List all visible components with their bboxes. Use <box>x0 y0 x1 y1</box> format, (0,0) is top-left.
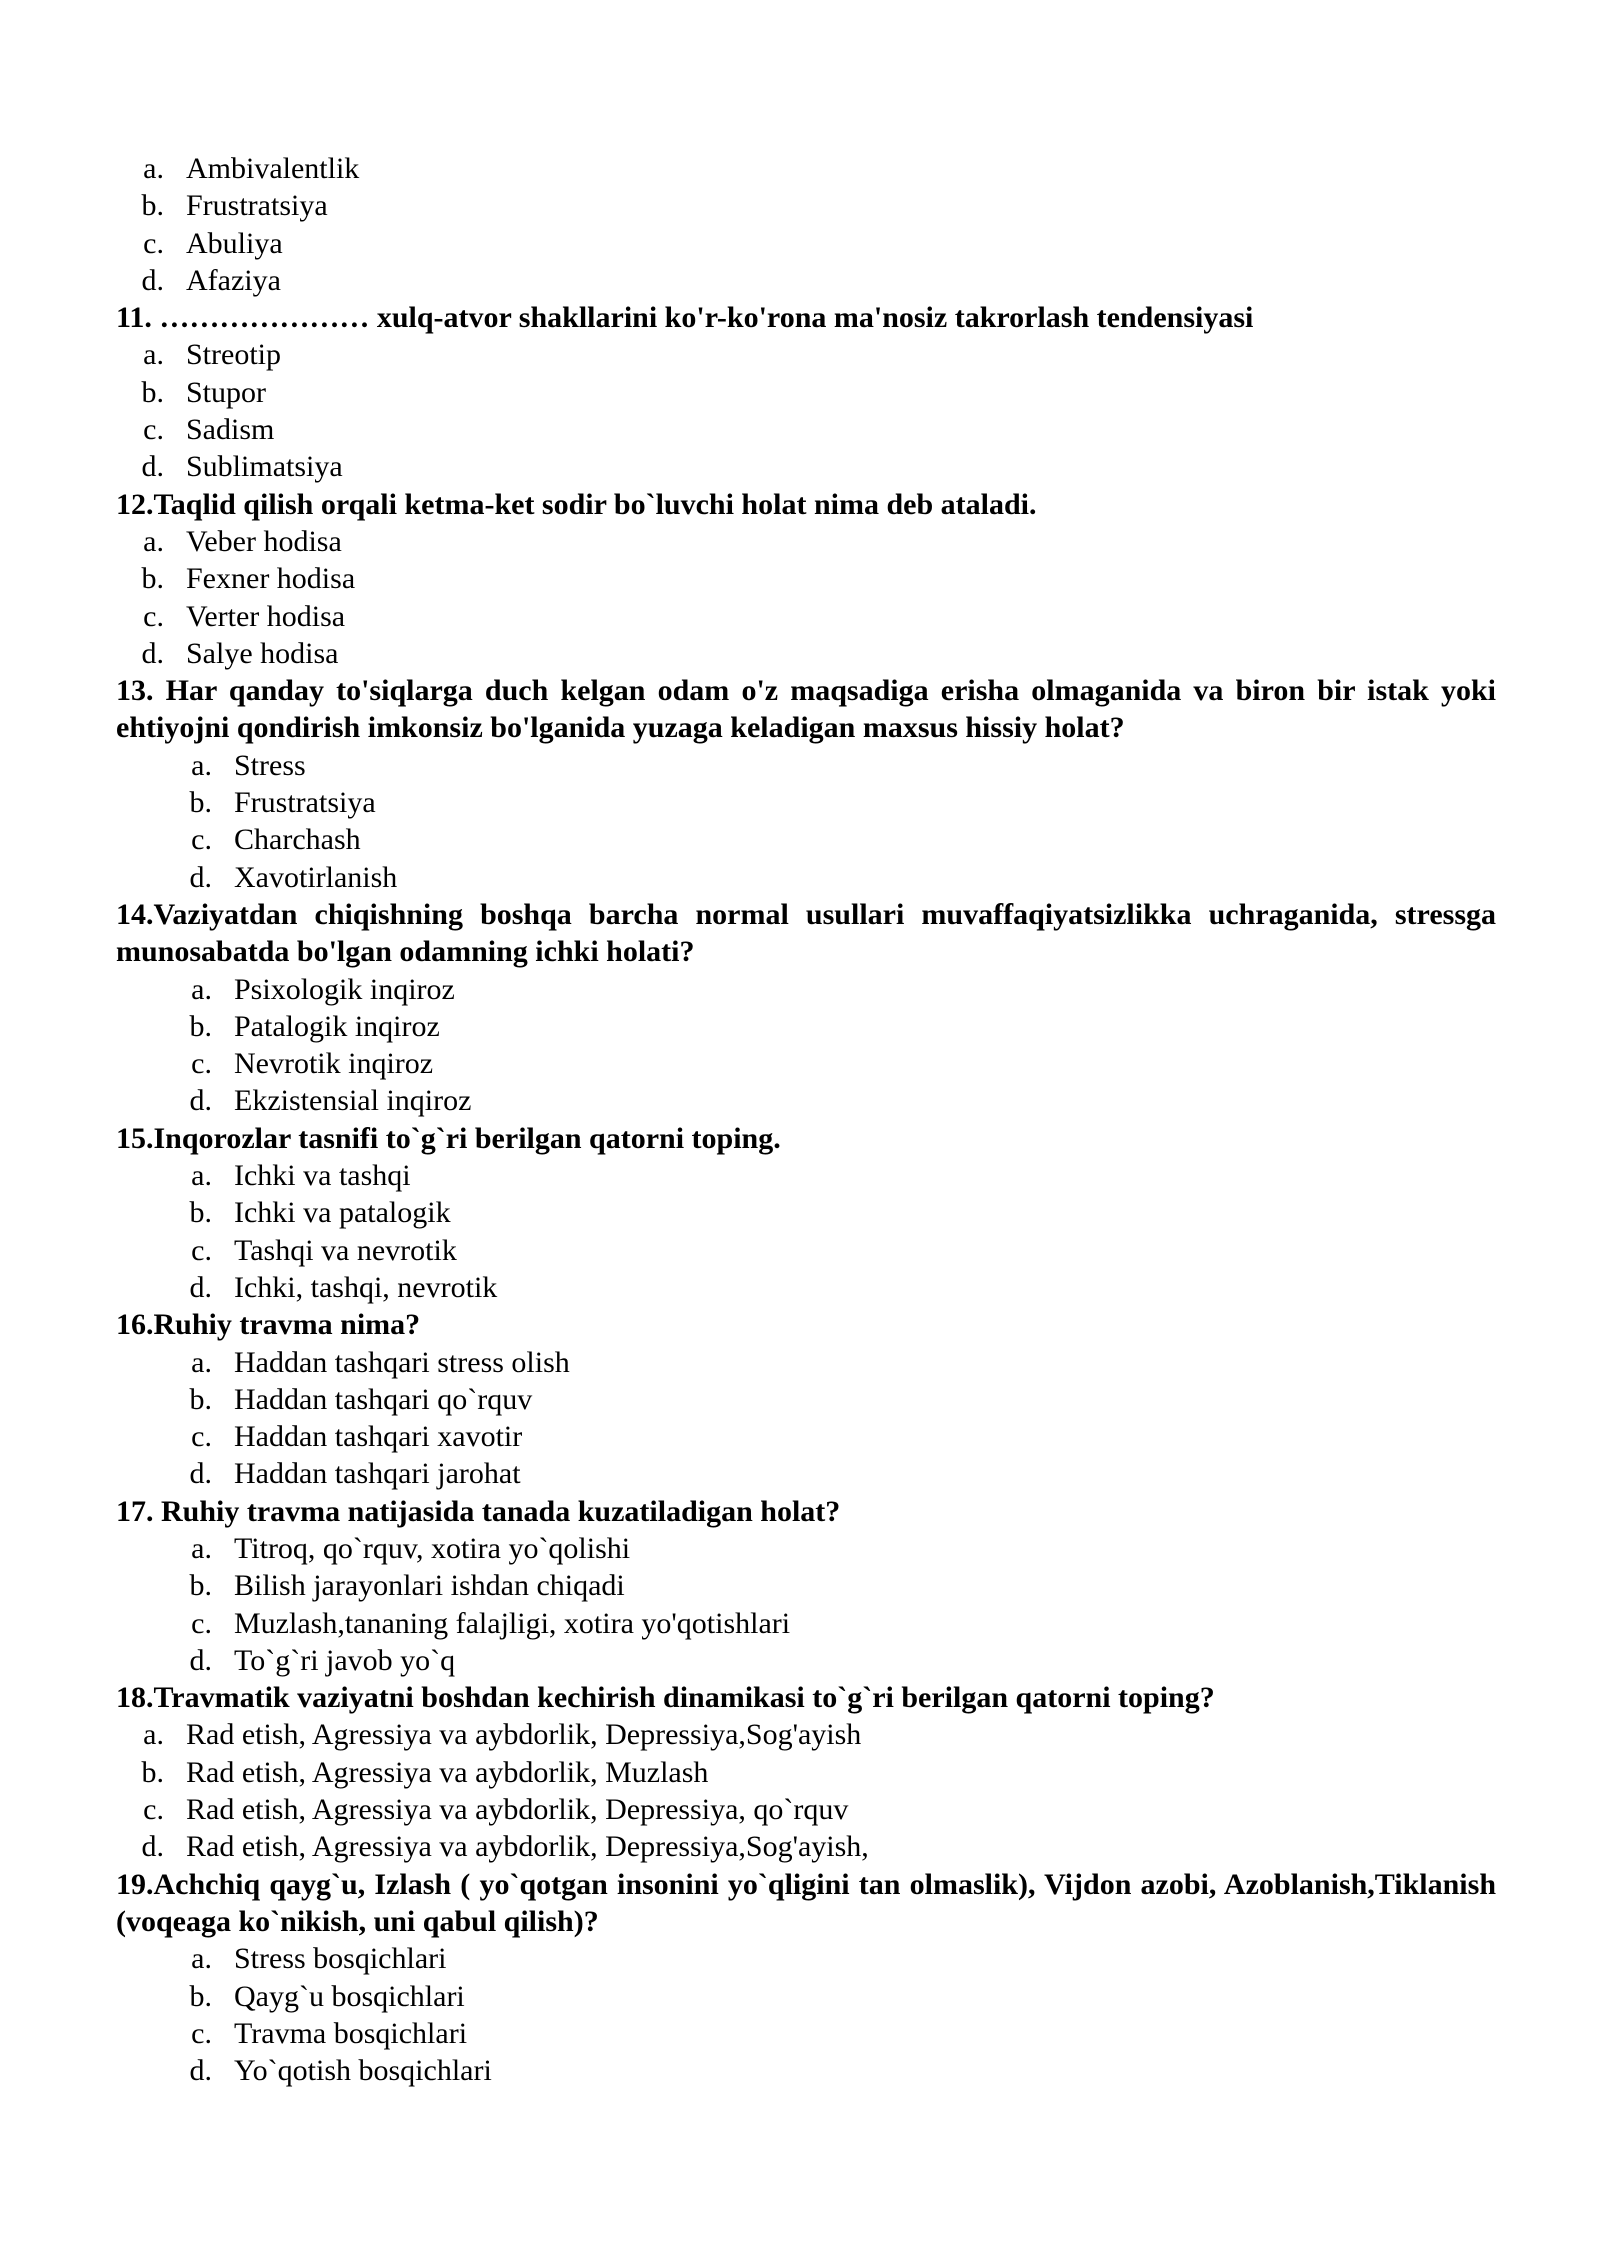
option-letter: c. <box>191 823 212 857</box>
answer-option <box>116 1194 1496 1231</box>
option-letter: d. <box>141 636 164 670</box>
option-letter: a. <box>191 1159 212 1193</box>
answer-options <box>116 523 1496 672</box>
option-letter: d. <box>141 1830 164 1864</box>
answer-option <box>116 859 1496 896</box>
question-block <box>116 1120 1496 1306</box>
option-letter: c. <box>143 413 164 447</box>
option-text: Psixologik inqiroz <box>234 972 455 1006</box>
option-text: Qayg`u bosqichlari <box>234 1979 465 2013</box>
option-text: Abuliya <box>186 226 283 260</box>
option-letter: c. <box>191 1420 212 1454</box>
answer-option <box>116 1418 1496 1455</box>
answer-option <box>116 225 1496 262</box>
option-text: Streotip <box>186 338 281 372</box>
option-text: Ichki va patalogik <box>234 1196 451 1230</box>
option-letter: a. <box>191 1942 212 1976</box>
answer-option <box>116 784 1496 821</box>
option-text: Haddan tashqari stress olish <box>234 1345 570 1379</box>
option-letter: d. <box>141 263 164 297</box>
option-text: Salye hodisa <box>186 636 339 670</box>
option-letter: b. <box>141 562 164 596</box>
option-letter: a. <box>143 1718 164 1752</box>
option-text: Rad etish, Agressiya va aybdorlik, Muzlash <box>186 1755 709 1789</box>
option-letter: a. <box>143 524 164 558</box>
option-letter: a. <box>143 152 164 185</box>
answer-option <box>116 1269 1496 1306</box>
question-block <box>116 896 1496 1120</box>
option-text: Rad etish, Agressiya va aybdorlik, Depressiya, qo`rquv <box>186 1793 849 1827</box>
option-letter: b. <box>141 1755 164 1789</box>
answer-option <box>116 187 1496 224</box>
document-page <box>116 150 1496 2089</box>
question-block <box>116 1679 1496 1865</box>
option-text: Titroq, qo`rquv, xotira yo`qolishi <box>234 1531 631 1565</box>
option-text: Verter hodisa <box>186 599 346 633</box>
answer-option <box>116 1567 1496 1604</box>
answer-option <box>116 1344 1496 1381</box>
option-text: To`g`ri javob yo`q <box>234 1643 456 1677</box>
question-text: 14.Vaziyatdan chiqishning boshqa barcha normal usullari muvaffaqiyatsizlikka uchraganida, stressga munosabatda bo'lgan odamning ichki holati? <box>116 897 1496 969</box>
answer-option <box>116 1157 1496 1194</box>
option-text: Ichki, tashqi, nevrotik <box>234 1270 498 1304</box>
option-letter: a. <box>191 748 212 782</box>
option-letter: a. <box>143 338 164 372</box>
answer-option <box>116 2015 1496 2052</box>
answer-option <box>116 1455 1496 1492</box>
answer-option <box>116 1381 1496 1418</box>
option-text: Xavotirlanish <box>234 860 398 894</box>
option-text: Patalogik inqiroz <box>234 1009 440 1043</box>
question-block <box>116 1306 1496 1492</box>
question-text: 12.Taqlid qilish orqali ketma-ket sodir bo`luvchi holat nima deb ataladi. <box>116 487 1037 521</box>
option-letter: c. <box>143 226 164 260</box>
question-block <box>116 1866 1496 2090</box>
option-letter: b. <box>141 375 164 409</box>
option-letter: c. <box>191 2016 212 2050</box>
answer-options <box>116 1157 1496 1306</box>
option-letter: a. <box>191 972 212 1006</box>
option-text: Fexner hodisa <box>186 562 356 596</box>
option-letter: d. <box>189 2054 212 2088</box>
option-text: Haddan tashqari qo`rquv <box>234 1382 533 1416</box>
answer-option <box>116 448 1496 485</box>
option-text: Nevrotik inqiroz <box>234 1047 434 1081</box>
answer-option <box>116 560 1496 597</box>
question-block <box>116 299 1496 485</box>
option-letter: b. <box>189 1382 212 1416</box>
option-text: Travma bosqichlari <box>234 2016 468 2050</box>
answer-option <box>116 1791 1496 1828</box>
option-text: Sadism <box>186 413 275 447</box>
option-text: Frustratsiya <box>186 189 328 223</box>
answer-option <box>116 1605 1496 1642</box>
answer-option <box>116 2052 1496 2089</box>
question-block <box>116 150 1496 299</box>
option-letter: d. <box>189 1270 212 1304</box>
option-letter: a. <box>191 1345 212 1379</box>
question-text: 17. Ruhiy travma natijasida tanada kuzatiladigan holat? <box>116 1494 841 1528</box>
answer-options <box>116 150 1496 299</box>
option-text: Stupor <box>186 375 267 409</box>
answer-option <box>116 598 1496 635</box>
answer-option <box>116 336 1496 373</box>
option-text: Rad etish, Agressiya va aybdorlik, Depressiya,Sog'ayish, <box>186 1830 869 1864</box>
answer-option <box>116 411 1496 448</box>
answer-option <box>116 747 1496 784</box>
option-letter: d. <box>189 1643 212 1677</box>
answer-options <box>116 1530 1496 1679</box>
answer-options <box>116 747 1496 896</box>
option-text: Yo`qotish bosqichlari <box>234 2054 492 2088</box>
option-letter: c. <box>143 599 164 633</box>
question-block <box>116 672 1496 896</box>
answer-options <box>116 1716 1496 1865</box>
option-text: Muzlash,tananing falajligi, xotira yo'qotishlari <box>234 1606 791 1640</box>
answer-option <box>116 1716 1496 1753</box>
option-letter: a. <box>191 1531 212 1565</box>
option-letter: d. <box>189 1084 212 1118</box>
answer-option <box>116 1045 1496 1082</box>
option-text: Ichki va tashqi <box>234 1159 411 1193</box>
answer-options <box>116 336 1496 485</box>
answer-option <box>116 1940 1496 1977</box>
answer-option <box>116 1082 1496 1119</box>
answer-option <box>116 1828 1496 1865</box>
option-text: Haddan tashqari jarohat <box>234 1457 521 1491</box>
question-block <box>116 1493 1496 1679</box>
question-text: 18.Travmatik vaziyatni boshdan kechirish dinamikasi to`g`ri berilgan qatorni toping? <box>116 1681 1215 1715</box>
question-text: 13. Har qanday to'siqlarga duch kelgan odam o'z maqsadiga erisha olmaganida va biron bir istak yoki ehtiyojni qondirish imkonsiz bo'lganida yuzaga keladigan maxsus hissiy holat? <box>116 674 1496 745</box>
question-text: 16.Ruhiy travma nima? <box>116 1308 421 1342</box>
question-block <box>116 486 1496 672</box>
answer-option <box>116 523 1496 560</box>
answer-option <box>116 635 1496 672</box>
answer-option <box>116 374 1496 411</box>
answer-option <box>116 1008 1496 1045</box>
option-text: Veber hodisa <box>186 524 342 558</box>
option-letter: b. <box>141 189 164 223</box>
option-letter: c. <box>191 1606 212 1640</box>
answer-option <box>116 1978 1496 2015</box>
option-letter: d. <box>189 1457 212 1491</box>
question-text: 11. ………………… xulq-atvor shakllarini ko'r-ko'rona ma'nosiz takrorlash tendensiyasi <box>116 301 1254 335</box>
option-letter: c. <box>191 1047 212 1081</box>
option-letter: b. <box>189 1009 212 1043</box>
option-text: Sublimatsiya <box>186 450 343 484</box>
answer-option <box>116 821 1496 858</box>
option-text: Afaziya <box>186 263 281 297</box>
answer-option <box>116 1232 1496 1269</box>
answer-option <box>116 1530 1496 1567</box>
option-letter: c. <box>191 1233 212 1267</box>
option-text: Ambivalentlik <box>186 152 360 185</box>
option-letter: b. <box>189 1196 212 1230</box>
answer-option <box>116 971 1496 1008</box>
option-letter: c. <box>143 1793 164 1827</box>
answer-options <box>116 1344 1496 1493</box>
option-letter: d. <box>189 860 212 894</box>
option-text: Stress bosqichlari <box>234 1942 447 1976</box>
option-text: Tashqi va nevrotik <box>234 1233 457 1267</box>
answer-option <box>116 1642 1496 1679</box>
answer-option <box>116 150 1496 187</box>
option-text: Charchash <box>234 823 361 857</box>
option-text: Haddan tashqari xavotir <box>234 1420 523 1454</box>
answer-options <box>116 971 1496 1120</box>
option-letter: b. <box>189 786 212 820</box>
answer-option <box>116 1754 1496 1791</box>
option-letter: b. <box>189 1979 212 2013</box>
answer-options <box>116 1940 1496 2089</box>
option-text: Bilish jarayonlari ishdan chiqadi <box>234 1569 625 1603</box>
option-text: Frustratsiya <box>234 786 376 820</box>
option-text: Stress <box>234 748 306 782</box>
option-letter: d. <box>141 450 164 484</box>
question-text: 19.Achchiq qayg`u, Izlash ( yo`qotgan insonini yo`qligini tan olmaslik), Vijdon azobi, Azoblanish,Tiklanish (voqeaga ko`nikish, uni qabul qilish)? <box>116 1867 1496 1938</box>
option-text: Rad etish, Agressiya va aybdorlik, Depressiya,Sog'ayish <box>186 1718 862 1752</box>
option-letter: b. <box>189 1569 212 1603</box>
answer-option <box>116 262 1496 299</box>
option-text: Ekzistensial inqiroz <box>234 1084 472 1118</box>
question-text: 15.Inqorozlar tasnifi to`g`ri berilgan qatorni toping. <box>116 1121 781 1155</box>
